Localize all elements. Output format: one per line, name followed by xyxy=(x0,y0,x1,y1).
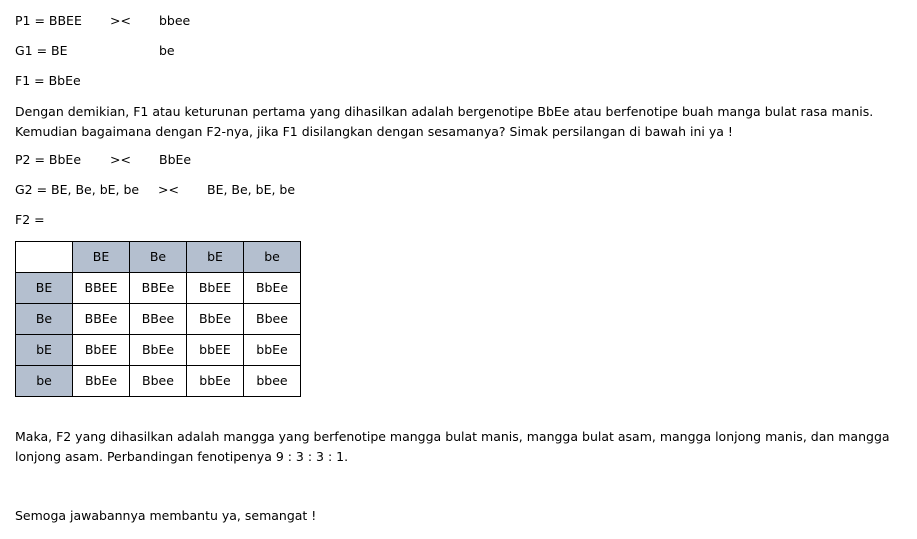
column-header: BE xyxy=(73,242,130,273)
g1-right: be xyxy=(159,43,175,58)
g2-right: BE, Be, bE, be xyxy=(207,182,296,197)
table-cell: BbEE xyxy=(187,273,244,304)
table-cell: Bbee xyxy=(244,304,301,335)
table-cell: BbEe xyxy=(187,304,244,335)
punnett-square-table xyxy=(15,241,301,397)
table-cell: BbEE xyxy=(73,335,130,366)
closing-text: Semoga jawabannya membantu ya, semangat ! xyxy=(15,508,317,523)
g2-label: G2 = BE, Be, bE, be xyxy=(15,182,140,197)
table-corner-cell xyxy=(16,242,73,273)
p2-label: P2 = BbEe xyxy=(15,152,82,167)
table-row xyxy=(16,273,301,304)
table-cell: BbEe xyxy=(244,273,301,304)
table-header-row xyxy=(16,242,301,273)
f1-label: F1 = BbEe xyxy=(15,73,81,88)
table-cell: BBEE xyxy=(73,273,130,304)
table-cell: BBEe xyxy=(130,273,187,304)
row-header: BE xyxy=(16,273,73,304)
table-cell: BBee xyxy=(130,304,187,335)
table-cell: BbEe xyxy=(73,366,130,397)
table-cell: bbee xyxy=(244,366,301,397)
column-header: Be xyxy=(130,242,187,273)
cross-symbol: >< xyxy=(158,182,179,197)
row-header: bE xyxy=(16,335,73,366)
g1-label: G1 = BE xyxy=(15,43,68,58)
row-header: be xyxy=(16,366,73,397)
cross-symbol: >< xyxy=(110,152,131,167)
table-cell: Bbee xyxy=(130,366,187,397)
row-header: Be xyxy=(16,304,73,335)
p1-label: P1 = BBEE xyxy=(15,13,82,28)
table-cell: BbEe xyxy=(130,335,187,366)
paragraph-conclusion: Maka, F2 yang dihasilkan adalah mangga yang berfenotipe mangga bulat manis, mangga bulat asam, mangga lonjong manis, dan mangga lonjong asam. Perbandingan fenotipenya 9 : 3 : 3 : 1. xyxy=(15,429,890,464)
table-cell: bbEe xyxy=(244,335,301,366)
f2-label: F2 = xyxy=(15,212,45,227)
paragraph-explanation: Dengan demikian, F1 atau keturunan pertama yang dihasilkan adalah bergenotipe BbEe atau berfenotipe buah manga bulat rasa manis. Kemudian bagaimana dengan F2-nya, jika F1 disilangkan dengan sesamanya? Simak persilangan di bawah ini ya ! xyxy=(15,104,874,139)
p1-right: bbee xyxy=(159,13,191,28)
table-row xyxy=(16,335,301,366)
table-row xyxy=(16,304,301,335)
p2-right: BbEe xyxy=(159,152,192,167)
table-row xyxy=(16,366,301,397)
table-cell: BBEe xyxy=(73,304,130,335)
cross-symbol: >< xyxy=(110,13,131,28)
column-header: be xyxy=(244,242,301,273)
table-cell: bbEE xyxy=(187,335,244,366)
table-cell: bbEe xyxy=(187,366,244,397)
column-header: bE xyxy=(187,242,244,273)
